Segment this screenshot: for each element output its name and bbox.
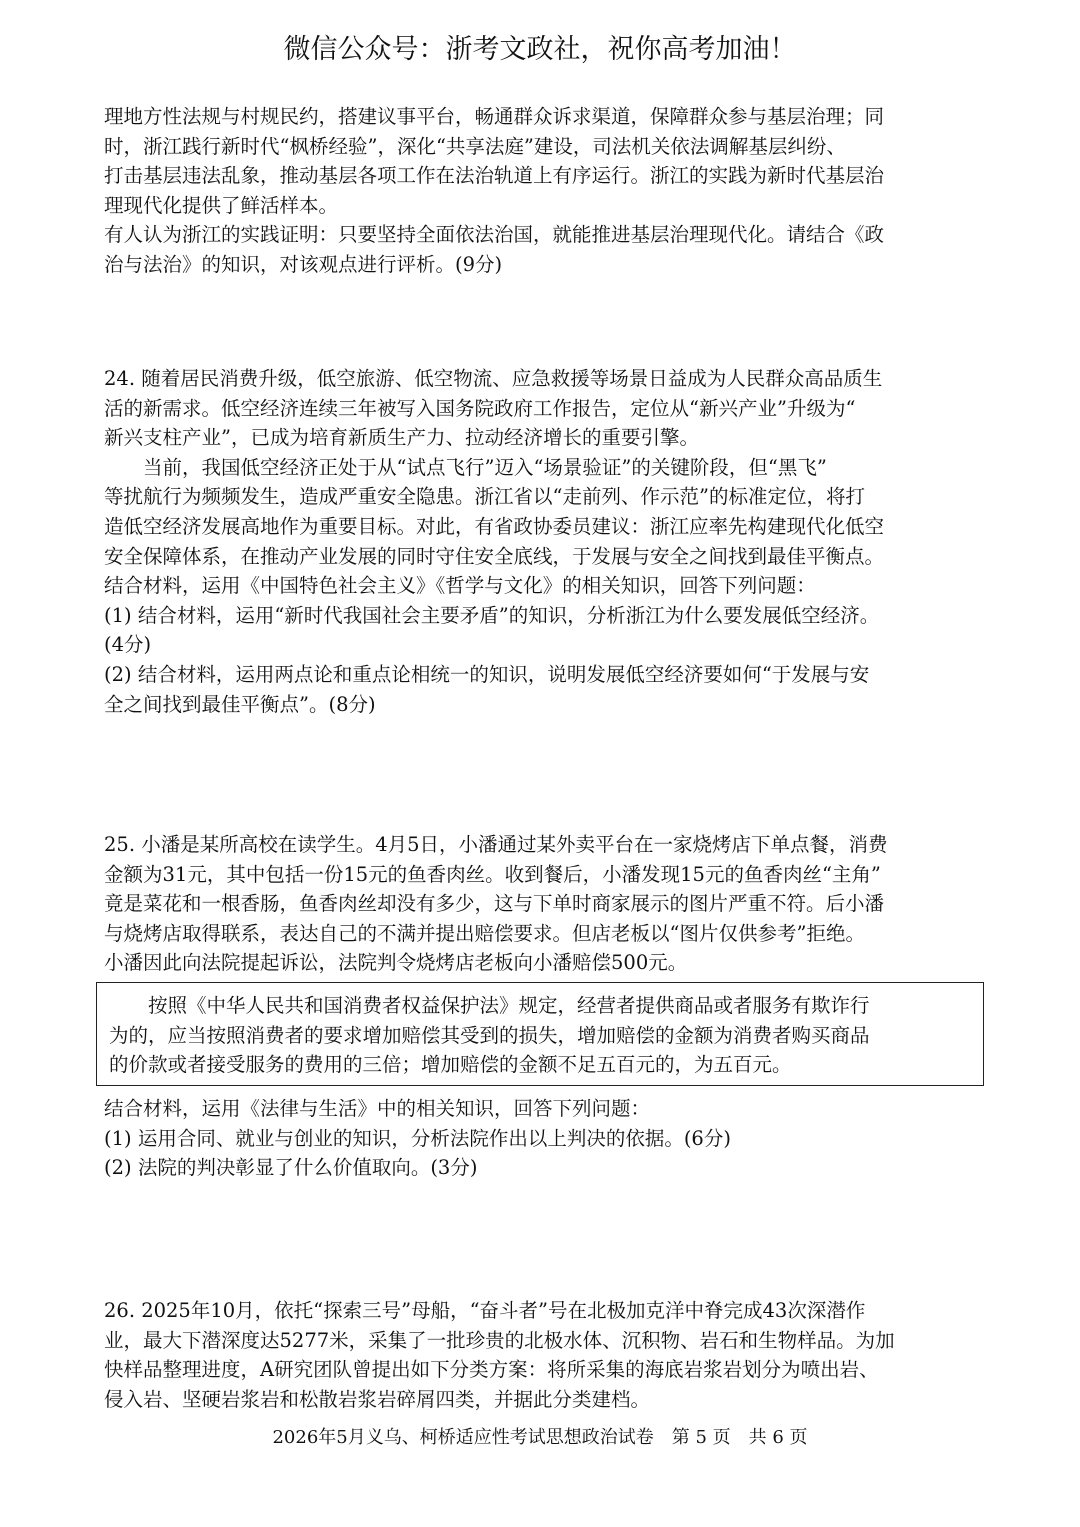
text-line: 有人认为浙江的实践证明：只要坚持全面依法治国，就能推进基层治理现代化。请结合《政 — [104, 223, 885, 247]
text-line: 小潘因此向法院提起诉讼，法院判令烧烤店老板向小潘赔偿500元。 — [104, 951, 688, 975]
text-line: 业，最大下潜深度达5277米，采集了一批珍贵的北极水体、沉积物、岩石和生物样品。为加 — [104, 1328, 895, 1352]
question-25-part-1: (1) 运用合同、就业与创业的知识，分析法院作出以上判决的依据。(6分) — [104, 1126, 731, 1150]
question-24-part-1: (1) 结合材料，运用“新时代我国社会主要矛盾”的知识，分析浙江为什么要发展低空经济。 — [104, 603, 880, 627]
text-line: 26. 2025年10月，依托“探索三号”母船，“奋斗者”号在北极加克洋中脊完成43次深潜作 — [104, 1299, 866, 1322]
text-line: 按照《中华人民共和国消费者权益保护法》规定，经营者提供商品或者服务有欺诈行 — [148, 994, 870, 1017]
text-line: (4分) — [104, 633, 152, 657]
text-line: 侵入岩、坚硬岩浆岩和松散岩浆岩碎屑四类，并据此分类建档。 — [104, 1387, 651, 1411]
text-line: 活的新需求。低空经济连续三年被写入国务院政府工作报告，定位从“新兴产业”升级为“ — [104, 396, 856, 420]
page-footer: 2026年5月义乌、柯桥适应性考试思想政治试卷 第 5 页 共 6 页 — [272, 1427, 808, 1448]
text-line: 24. 随着居民消费升级，低空旅游、低空物流、应急救援等场景日益成为人民群众高品质生 — [104, 367, 883, 390]
text-line: 安全保障体系，在推动产业发展的同时守住安全底线，于发展与安全之间找到最佳平衡点。 — [104, 544, 885, 568]
question-24 — [104, 364, 976, 719]
text-line: 等扰航行为频频发生，造成严重安全隐患。浙江省以“走前列、作示范”的标准定位，将打 — [104, 485, 865, 509]
text-line: 当前，我国低空经济正处于从“试点飞行”迈入“场景验证”的关键阶段，但“黑飞” — [143, 455, 827, 479]
question-25 — [104, 830, 976, 978]
page-header: 微信公众号：浙考文政社，祝你高考加油！ — [283, 34, 797, 65]
text-line: 结合材料，运用《法律与生活》中的相关知识，回答下列问题： — [104, 1097, 651, 1120]
text-line: 理地方性法规与村规民约，搭建议事平台，畅通群众诉求渠道，保障群众参与基层治理；同 — [104, 105, 885, 128]
question-25-part-2: (2) 法院的判决彰显了什么价值取向。(3分) — [104, 1156, 478, 1180]
text-line: 结合材料，运用《中国特色社会主义》《哲学与文化》的相关知识，回答下列问题： — [104, 574, 816, 598]
text-line: 全之间找到最佳平衡点”。(8分) — [104, 692, 376, 716]
text-line: 快样品整理进度，A研究团队曾提出如下分类方案：将所采集的海底岩浆岩划分为喷出岩、 — [104, 1358, 879, 1382]
text-line: 治与法治》的知识，对该观点进行评析。(9分) — [104, 252, 503, 276]
question-24-part-2: (2) 结合材料，运用两点论和重点论相统一的知识，说明发展低空经济要如何“于发展与安 — [104, 662, 870, 686]
question-26 — [104, 1296, 976, 1414]
text-line: 与烧烤店取得联系，表达自己的不满并提出赔偿要求。但店老板以“图片仅供参考”拒绝。 — [104, 921, 865, 945]
text-line: 新兴支柱产业”，已成为培育新质生产力、拉动经济增长的重要引擎。 — [104, 426, 699, 450]
law-excerpt-box — [96, 982, 984, 1086]
text-line: 打击基层违法乱象，推动基层各项工作在法治轨道上有序运行。浙江的实践为新时代基层治 — [104, 164, 885, 188]
question-25-tasks — [104, 1094, 976, 1183]
text-line: 金额为31元，其中包括一份15元的鱼香肉丝。收到餐后，小潘发现15元的鱼香肉丝“主角” — [104, 862, 881, 886]
q23-tail — [104, 102, 976, 280]
text-line: 的价款或者接受服务的费用的三倍；增加赔偿的金额不足五百元的，为五百元。 — [109, 1053, 792, 1077]
text-line: 竟是菜花和一根香肠，鱼香肉丝却没有多少，这与下单时商家展示的图片严重不符。后小潘 — [104, 892, 885, 916]
text-line: 为的，应当按照消费者的要求增加赔偿其受到的损失，增加赔偿的金额为消费者购买商品 — [109, 1023, 870, 1047]
text-line: 造低空经济发展高地作为重要目标。对此，有省政协委员建议：浙江应率先构建现代化低空 — [104, 514, 885, 538]
text-line: 25. 小潘是某所高校在读学生。4月5日，小潘通过某外卖平台在一家烧烤店下单点餐，消费 — [104, 833, 888, 856]
text-line: 时，浙江践行新时代“枫桥经验”，深化“共享法庭”建设，司法机关依法调解基层纠纷、 — [104, 134, 846, 158]
text-line: 理现代化提供了鲜活样本。 — [104, 193, 339, 217]
